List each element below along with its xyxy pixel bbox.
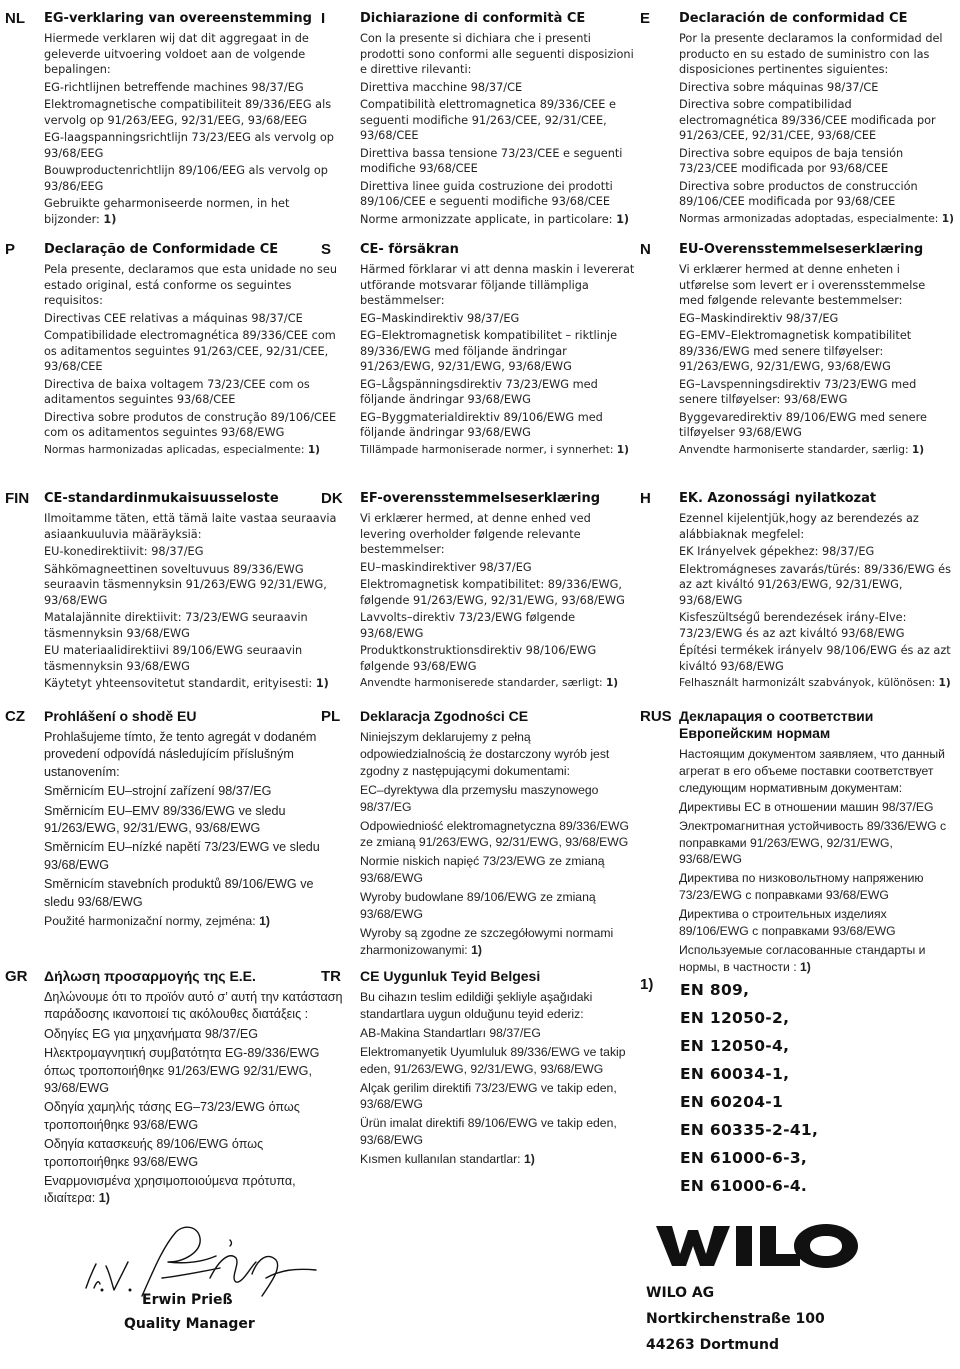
standards-note-text: Felhasznált harmonizált szabványok, különösen: — [679, 677, 936, 689]
directive-item: Директива о строительных изделиях 89/106/EWG с поправками 93/68/EWG — [679, 907, 896, 939]
footnote-marker: 1) — [307, 443, 321, 456]
signer-block — [124, 1288, 354, 1336]
company-city: 44263 Dortmund — [646, 1337, 779, 1353]
directive-item: Směrnicím stavebních produktů 89/106/EWG ve sledu 93/68/EWG — [44, 877, 314, 909]
section-title: Δήλωση προσαρμογής της Ε.Ε. — [44, 968, 256, 984]
directive-item: Kisfeszültségű berendezések irány-Elve: 73/23/EWG és az azt kiváltó 93/68/EWG — [679, 611, 907, 640]
directive-item: Építési termékek irányelv 98/106/EWG és az azt kiváltó 93/68/EWG — [679, 644, 951, 673]
footnote-marker: 1) — [315, 677, 329, 690]
footnote-marker: 1) — [938, 677, 951, 689]
section-fin — [5, 490, 344, 694]
directive-item: Bouwproductenrichtlijn 89/106/EEG als vervolg op 93/86/EEG — [44, 164, 328, 193]
standards-note-text: Anvendte harmoniserte standarder, særlig: — [679, 443, 909, 456]
directive-item: Lavvolts–direktiv 73/23/EWG følgende 93/68/EWG — [360, 611, 576, 640]
section-p — [5, 241, 344, 460]
directive-item: Směrnicím EU–strojní zařízení 98/37/EG — [44, 784, 272, 799]
intro-text: Настоящим документом заявляем, что данный агрегат в его объеме поставки соответствует следующим нормативным документам: — [679, 747, 945, 795]
footnote-marker: 1) — [616, 443, 629, 456]
standards-items — [680, 976, 818, 1200]
section-dk — [321, 490, 638, 694]
standards-note-text: Tillämpade harmoniserade normer, i synnerhet: — [360, 443, 614, 456]
standards-note — [44, 443, 344, 459]
footnote-marker: 1) — [911, 443, 925, 456]
footnote-marker: 1) — [941, 212, 954, 225]
directive-item: EG-richtlijnen betreffende machines 98/37/EG — [44, 80, 304, 94]
directive-item: Ürün imalat direktifi 89/106/EWG ve takip eden, 93/68/EWG — [360, 1116, 617, 1148]
standard-item: EN 809, — [680, 981, 750, 999]
directive-item: Normie niskich napięć 73/23/EWG ze zmianą 93/68/EWG — [360, 854, 605, 886]
standard-item: EN 60335-2-41, — [680, 1121, 819, 1139]
language-code: DK — [321, 490, 343, 507]
standard-item: EN 60204-1 — [680, 1093, 784, 1111]
directive-item: EC–dyrektywa dla przemysłu maszynowego 98/37/EG — [360, 782, 599, 814]
footnote-marker: 1) — [523, 1152, 535, 1167]
standards-note — [360, 676, 638, 692]
language-code: I — [321, 10, 326, 27]
intro-text: Niniejszym deklarujemy z pełną odpowiedzialnością że dostarczony wyrób jest zgodny z następującymi dokumentami: — [360, 730, 610, 778]
standards-note — [679, 676, 951, 692]
directive-item: Směrnicím EU–EMV 89/336/EWG ve sledu 91/263/EWG, 92/31/EWG, 93/68/EWG — [44, 803, 286, 836]
directive-item: Directivas CEE relativas a máquinas 98/37/CE — [44, 311, 303, 325]
standards-note-text: Použité harmonizační normy, zejména: — [44, 914, 256, 929]
standards-note — [44, 1173, 344, 1208]
standards-note — [679, 212, 954, 228]
standards-note — [679, 443, 951, 459]
directive-item: EK Irányelvek gépekhez: 98/37/EG — [679, 545, 875, 558]
standards-note — [44, 913, 344, 930]
standard-item: EN 61000-6-3, — [680, 1149, 808, 1167]
directive-item: Directiva sobre equipos de baja tensión 73/23/CEE modificada por 93/68/CEE — [679, 146, 904, 175]
directive-item: EG–Lågspänningsdirektiv 73/23/EWG med följande ändringar 93/68/EWG — [360, 377, 598, 406]
section-nl — [5, 10, 344, 229]
language-code: NL — [5, 10, 25, 27]
section-rus — [640, 708, 951, 978]
directive-item: Alçak gerilim direktifi 73/23/EWG ve takip eden, 93/68/EWG — [360, 1080, 617, 1112]
language-code: GR — [5, 968, 28, 985]
footnote-marker: 1) — [103, 212, 117, 226]
standards-note-text: Εναρμονισμένα χρησιμοποιούμενα πρότυπα, ιδιαίτερα: — [44, 1174, 296, 1206]
language-code: E — [640, 10, 651, 27]
section-gr — [5, 968, 344, 1210]
directive-item: Ηλεκτρομαγνητική συμβατότητα EG-89/336/EWG όπως τροποποιήθηκε 91/263/EWG 92/31/EWG, 93/68/EWG — [44, 1046, 320, 1096]
section-e — [640, 10, 954, 229]
directive-item: Compatibilità elettromagnetica 89/336/CEE e seguenti modifiche 91/263/CEE, 92/31/CEE, 93/68/CEE — [360, 98, 616, 142]
directive-item: Sähkömagneettinen soveltuvuus 89/336/EWG seuraavin täsmennyksin 91/263/EWG 92/31/EWG, 93/68/EWG — [44, 562, 327, 607]
language-code: RUS — [640, 708, 672, 725]
standards-note-text: Normas armonizadas adoptadas, especialmente: — [679, 212, 939, 225]
section-title: Декларация о соответствии Европейским нормам — [679, 708, 874, 741]
section-h — [640, 490, 952, 694]
standards-note-text: Normas harmonizadas aplicadas, especialmente: — [44, 443, 305, 456]
intro-text: Con la presente si dichiara che i presenti prodotti sono conformi alle seguenti disposizioni e direttive rilevanti: — [360, 32, 634, 76]
standards-note — [360, 212, 638, 228]
section-title: CE Uygunluk Teyid Belgesi — [360, 968, 541, 984]
intro-text: Bu cihazın teslim edildiği şekliyle aşağıdaki standartlara uygun olduğunu teyid ederiz: — [360, 990, 593, 1021]
intro-text: Ezennel kijelentjük,hogy az berendezés az alábbiaknak megfelel: — [679, 512, 919, 541]
language-code: H — [640, 490, 651, 507]
section-title: Declaración de conformidad CE — [679, 11, 908, 26]
standards-note — [679, 942, 951, 976]
section-title: EF-overensstemmelseserklæring — [360, 491, 601, 506]
intro-text: Por la presente declaramos la conformidad del producto en su estado de suministro con las disposiciones pertinentes siguientes: — [679, 32, 943, 76]
footnote-marker: 1) — [616, 212, 630, 226]
language-code: N — [640, 241, 651, 258]
section-title: EK. Azonossági nyilatkozat — [679, 491, 877, 506]
standards-note — [360, 1151, 638, 1168]
directive-item: Direttiva macchine 98/37/CE — [360, 80, 523, 94]
section-title: EU-Overensstemmelseserklæring — [679, 242, 924, 257]
section-title: CE-standardinmukaisuusseloste — [44, 491, 279, 506]
standard-item: EN 61000-6-4. — [680, 1177, 808, 1195]
directive-item: Produktkonstruktionsdirektiv 98/106/EWG følgende 93/68/EWG — [360, 644, 597, 673]
directive-item: EG–EMV–Elektromagnetisk kompatibilitet 89/336/EWG med senere tilføyelser: 91/263/EWG, 92/31/EWG, 93/68/EWG — [679, 329, 912, 373]
directive-item: Odpowiedniość elektromagnetyczna 89/336/EWG ze zmianą 91/263/EWG, 92/31/EWG, 93/68/EWG — [360, 818, 629, 850]
directive-item: Οδηγία κατασκευής 89/106/EWG όπως τροποποιήθηκε 93/68/EWG — [44, 1137, 264, 1169]
language-code: S — [321, 241, 332, 258]
intro-text: Hiermede verklaren wij dat dit aggregaat in de geleverde uitvoering voldoet aan de volgende bepalingen: — [44, 32, 309, 76]
directive-item: EG–Lavspenningsdirektiv 73/23/EWG med senere tilføyelser: 93/68/EWG — [679, 377, 917, 406]
directive-item: EG-laagspanningsrichtlijn 73/23/EEG als vervolg op 93/68/EEG — [44, 131, 334, 160]
directive-item: EG–Maskindirektiv 98/37/EG — [679, 311, 839, 325]
standards-note-text: Anvendte harmoniserede standarder, særligt: — [360, 677, 603, 689]
intro-text: Ilmoitamme täten, että tämä laite vastaa seuraavia asiaankuuluvia määräyksiä: — [44, 512, 337, 541]
directive-item: Электромагнитная устойчивость 89/336/EWG с поправками 91/263/EWG, 92/31/EWG, 93/68/EWG — [679, 818, 947, 867]
directive-item: Wyroby budowlane 89/106/EWG ze zmianą 93/68/EWG — [360, 890, 596, 922]
standards-note-text: Norme armonizzate applicate, in particolare: — [360, 212, 613, 226]
standards-note — [44, 676, 344, 692]
standard-item: EN 12050-2, — [680, 1009, 790, 1027]
standards-note — [44, 196, 344, 227]
footnote-marker: 1) — [471, 942, 482, 957]
directive-item: Direttiva bassa tensione 73/23/CEE e seguenti modifiche 93/68/CEE — [360, 146, 623, 175]
footnote-marker: 1) — [800, 959, 811, 974]
section-pl — [321, 708, 638, 961]
company-name: WILO AG — [646, 1285, 715, 1301]
directive-item: Směrnicím EU–nízké napětí 73/23/EWG ve sledu 93/68/EWG — [44, 840, 320, 872]
standards-note-text: Wyroby są zgodne ze szczegółowymi normami zharmonizowanymi: — [360, 925, 614, 957]
footnote-label: 1) — [640, 976, 654, 993]
section-n — [640, 241, 951, 460]
intro-text: Prohlašujeme tímto, že tento agregát v dodaném provedení odpovídá následujícím příslušným ustanovením: — [44, 730, 317, 779]
standard-item: EN 60034-1, — [680, 1065, 790, 1083]
directive-item: EU materiaalidirektiivi 89/106/EWG seuraavin täsmennyksin 93/68/EWG — [44, 644, 303, 673]
standards-note — [360, 443, 638, 459]
directive-item: Directiva sobre compatibilidad electromagnética 89/336/CEE modificada por 91/263/CEE, 92/31/CEE, 93/68/CEE — [679, 98, 936, 142]
directive-item: Elektromanyetik Uyumluluk 89/336/EWG ve takip eden, 91/263/EWG, 92/31/EWG, 93/68/EWG — [360, 1044, 626, 1076]
intro-text: Härmed förklarar vi att denna maskin i levererat utförande motsvarar följande tillämpliga bestämmelser: — [360, 263, 635, 307]
directive-item: AB-Makina Standartları 98/37/EG — [360, 1025, 541, 1040]
directive-item: EG–Maskindirektiv 98/37/EG — [360, 311, 520, 325]
directive-item: Directiva sobre productos de construcción 89/106/CEE modificada por 93/68/CEE — [679, 179, 918, 208]
company-street: Nortkirchenstraße 100 — [646, 1311, 825, 1327]
directive-item: Elektromagnetisk kompatibilitet: 89/336/EWG, følgende 91/263/EWG, 92/31/EWG, 93/68/EWG — [360, 578, 625, 607]
signer-name: Erwin Prieß — [142, 1292, 233, 1308]
standards-note-text: Käytetyt yhteensovitetut standardit, erityisesti: — [44, 677, 313, 690]
intro-text: Vi erklærer hermed, at denne enhed ved levering overholder følgende relevante bestemmelser: — [360, 512, 591, 556]
directive-item: EU–maskindirektiver 98/37/EG — [360, 560, 532, 574]
language-code: FIN — [5, 490, 30, 507]
directive-item: Директива по низковольтному напряжению 73/23/EWG с поправками 93/68/EWG — [679, 871, 924, 903]
signer-role: Quality Manager — [124, 1316, 255, 1332]
directive-item: Direttiva linee guida costruzione dei prodotti 89/106/CEE e seguenti modifiche 93/68/CEE — [360, 179, 613, 208]
section-s — [321, 241, 638, 460]
section-i — [321, 10, 638, 229]
language-code: CZ — [5, 708, 25, 725]
section-title: Dichiarazione di conformità CE — [360, 11, 586, 26]
language-code: PL — [321, 708, 341, 725]
standards-note — [360, 925, 638, 959]
directive-item: EU-konedirektiivit: 98/37/EG — [44, 545, 204, 558]
section-title: Declaração de Conformidade CE — [44, 242, 279, 257]
directive-item: Elektromagnetische compatibiliteit 89/336/EEG als vervolg op 91/263/EEG, 92/31/EEG, 93/68/EEG — [44, 98, 332, 127]
directive-item: Οδηγίες EG για μηχανήματα 98/37/EG — [44, 1026, 259, 1041]
section-cz — [5, 708, 344, 932]
directive-item: Οδηγία χαμηλής τάσης EG–73/23/EWG όπως τροποποιήθηκε 93/68/EWG — [44, 1100, 300, 1132]
section-title: CE- försäkran — [360, 242, 459, 257]
standards-note-text: Gebruikte geharmoniseerde normen, in het bijzonder: — [44, 197, 290, 226]
section-title: Prohlášení o shodě EU — [44, 708, 197, 724]
section-tr — [321, 968, 638, 1170]
company-address — [646, 1280, 946, 1358]
directive-item: Directiva sobre máquinas 98/37/CE — [679, 80, 879, 94]
footnote-marker: 1) — [259, 914, 271, 929]
language-code: P — [5, 241, 16, 258]
directive-item: Elektromágneses zavarás/türés: 89/336/EWG és az azt kiváltó 91/263/EWG, 92/31/EWG, 93/68/EWG — [679, 562, 952, 607]
directive-item: Matalajännite direktiivit: 73/23/EWG seuraavin täsmennyksin 93/68/EWG — [44, 611, 308, 640]
directive-item: Directiva sobre produtos de construção 89/106/CEE com os aditamentos seguintes 93/68/EWG — [44, 410, 337, 439]
standard-item: EN 12050-4, — [680, 1037, 790, 1055]
standards-note-text: Используемые согласованные стандарты и нормы, в частности : — [679, 942, 926, 974]
intro-text: Vi erklærer hermed at denne enheten i utførelse som levert er i overensstemmelse med følgende relevante bestemmelser: — [679, 263, 926, 307]
directive-item: Byggevaredirektiv 89/106/EWG med senere tilføyelser 93/68/EWG — [679, 410, 927, 439]
directive-item: Directiva de baixa voltagem 73/23/CEE com os aditamentos seguintes 93/68/CEE — [44, 377, 310, 406]
standards-note-text: Kısmen kullanılan standartlar: — [360, 1152, 521, 1167]
directive-item: Compatibilidade electromagnética 89/336/CEE com os aditamentos seguintes 91/263/CEE, 92/31/CEE, 93/68/CEE — [44, 329, 336, 373]
footnote-marker: 1) — [98, 1191, 110, 1206]
directive-item: EG–Elektromagnetisk kompatibilitet – riktlinje 89/336/EWG med följande ändringar 91/263/EWG, 92/31/EWG, 93/68/EWG — [360, 329, 618, 373]
language-code: TR — [321, 968, 341, 985]
directive-item: Директивы ЕС в отношении машин 98/37/EG — [679, 799, 934, 814]
section-title: Deklaracja Zgodności CE — [360, 708, 529, 724]
intro-text: Pela presente, declaramos que esta unidade no seu estado original, está conforme os seguintes requisitos: — [44, 263, 338, 307]
section-title: EG-verklaring van overeenstemming — [44, 11, 312, 26]
intro-text: Δηλώνουμε ότι το προϊόν αυτό σ’ αυτή την κατάσταση παράδοσης ικανοποιεί τις ακόλουθες διατάξεις : — [44, 990, 343, 1022]
wilo-logo — [654, 1218, 860, 1272]
directive-item: EG–Byggmaterialdirektiv 89/106/EWG med följande ändringar 93/68/EWG — [360, 410, 603, 439]
footnote-marker: 1) — [605, 677, 619, 689]
